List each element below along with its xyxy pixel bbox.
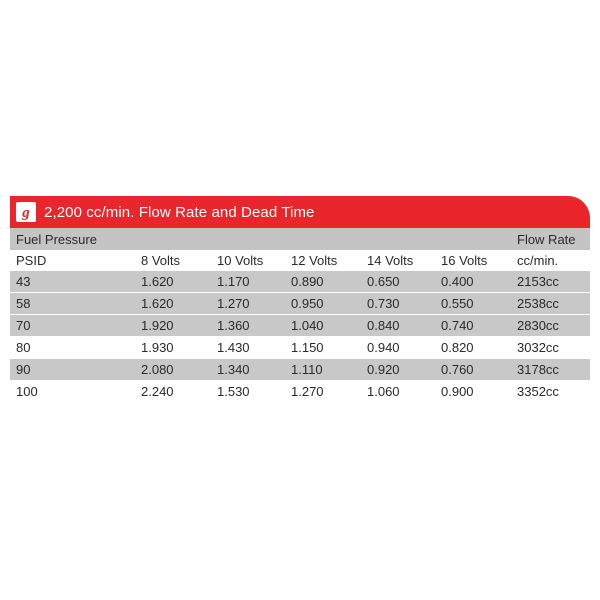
volts-12-cell: 1.040 [285,315,361,337]
volts-16-cell: 0.740 [435,315,511,337]
psid-cell: 100 [10,381,135,403]
volts-14-cell: 0.920 [361,359,435,381]
volts-14-cell: 0.840 [361,315,435,337]
svg-text:g: g [22,205,30,220]
volts-14-cell: 1.060 [361,381,435,403]
volts-14-cell: 0.650 [361,271,435,293]
table-row [10,271,590,293]
volts-10-cell: 1.170 [211,271,285,293]
flow-rate-cell: 3032cc [511,337,590,359]
flow-rate-cell: 2153cc [511,271,590,293]
psid-cell: 70 [10,315,135,337]
volts-8-cell: 1.920 [135,315,211,337]
volts-12-cell: 1.150 [285,337,361,359]
volts-12-cell: 0.890 [285,271,361,293]
volts-12-cell: 1.270 [285,381,361,403]
flow-rate-cell: 3352cc [511,381,590,403]
flow-rate-header: Flow Rate [511,228,590,250]
volts-header: 12 Volts [285,250,361,271]
flow-rate-cell: 2538cc [511,293,590,315]
volts-8-cell: 2.080 [135,359,211,381]
volts-10-cell: 1.340 [211,359,285,381]
dead-time-table [10,228,590,403]
flow-rate-cell: 2830cc [511,315,590,337]
psid-cell: 58 [10,293,135,315]
volts-14-cell: 0.730 [361,293,435,315]
psid-cell: 80 [10,337,135,359]
volts-header: 10 Volts [211,250,285,271]
unit-header: cc/min. [511,250,590,271]
volts-header: 16 Volts [435,250,511,271]
fuel-pressure-header: Fuel Pressure [10,228,135,250]
title-banner [10,196,590,228]
table-row [10,381,590,403]
table-title: 2,200 cc/min. Flow Rate and Dead Time [44,203,315,221]
volts-8-cell: 2.240 [135,381,211,403]
volts-16-cell: 0.760 [435,359,511,381]
volts-14-cell: 0.940 [361,337,435,359]
volts-8-cell: 1.620 [135,271,211,293]
psid-cell: 90 [10,359,135,381]
flow-rate-cell: 3178cc [511,359,590,381]
brand-g-logo-icon [16,202,36,222]
table-row [10,315,590,337]
table-row [10,359,590,381]
volts-10-cell: 1.360 [211,315,285,337]
psid-cell: 43 [10,271,135,293]
volts-10-cell: 1.530 [211,381,285,403]
psid-header: PSID [10,250,135,271]
volts-header: 14 Volts [361,250,435,271]
table-row [10,337,590,359]
volts-header: 8 Volts [135,250,211,271]
volts-16-cell: 0.400 [435,271,511,293]
volts-10-cell: 1.270 [211,293,285,315]
volts-16-cell: 0.550 [435,293,511,315]
table-row [10,293,590,315]
header-row-primary [10,228,590,250]
volts-8-cell: 1.620 [135,293,211,315]
header-row-secondary [10,250,590,271]
volts-12-cell: 0.950 [285,293,361,315]
volts-12-cell: 1.110 [285,359,361,381]
volts-8-cell: 1.930 [135,337,211,359]
dead-time-table-card [10,196,590,403]
volts-10-cell: 1.430 [211,337,285,359]
volts-16-cell: 0.820 [435,337,511,359]
volts-16-cell: 0.900 [435,381,511,403]
